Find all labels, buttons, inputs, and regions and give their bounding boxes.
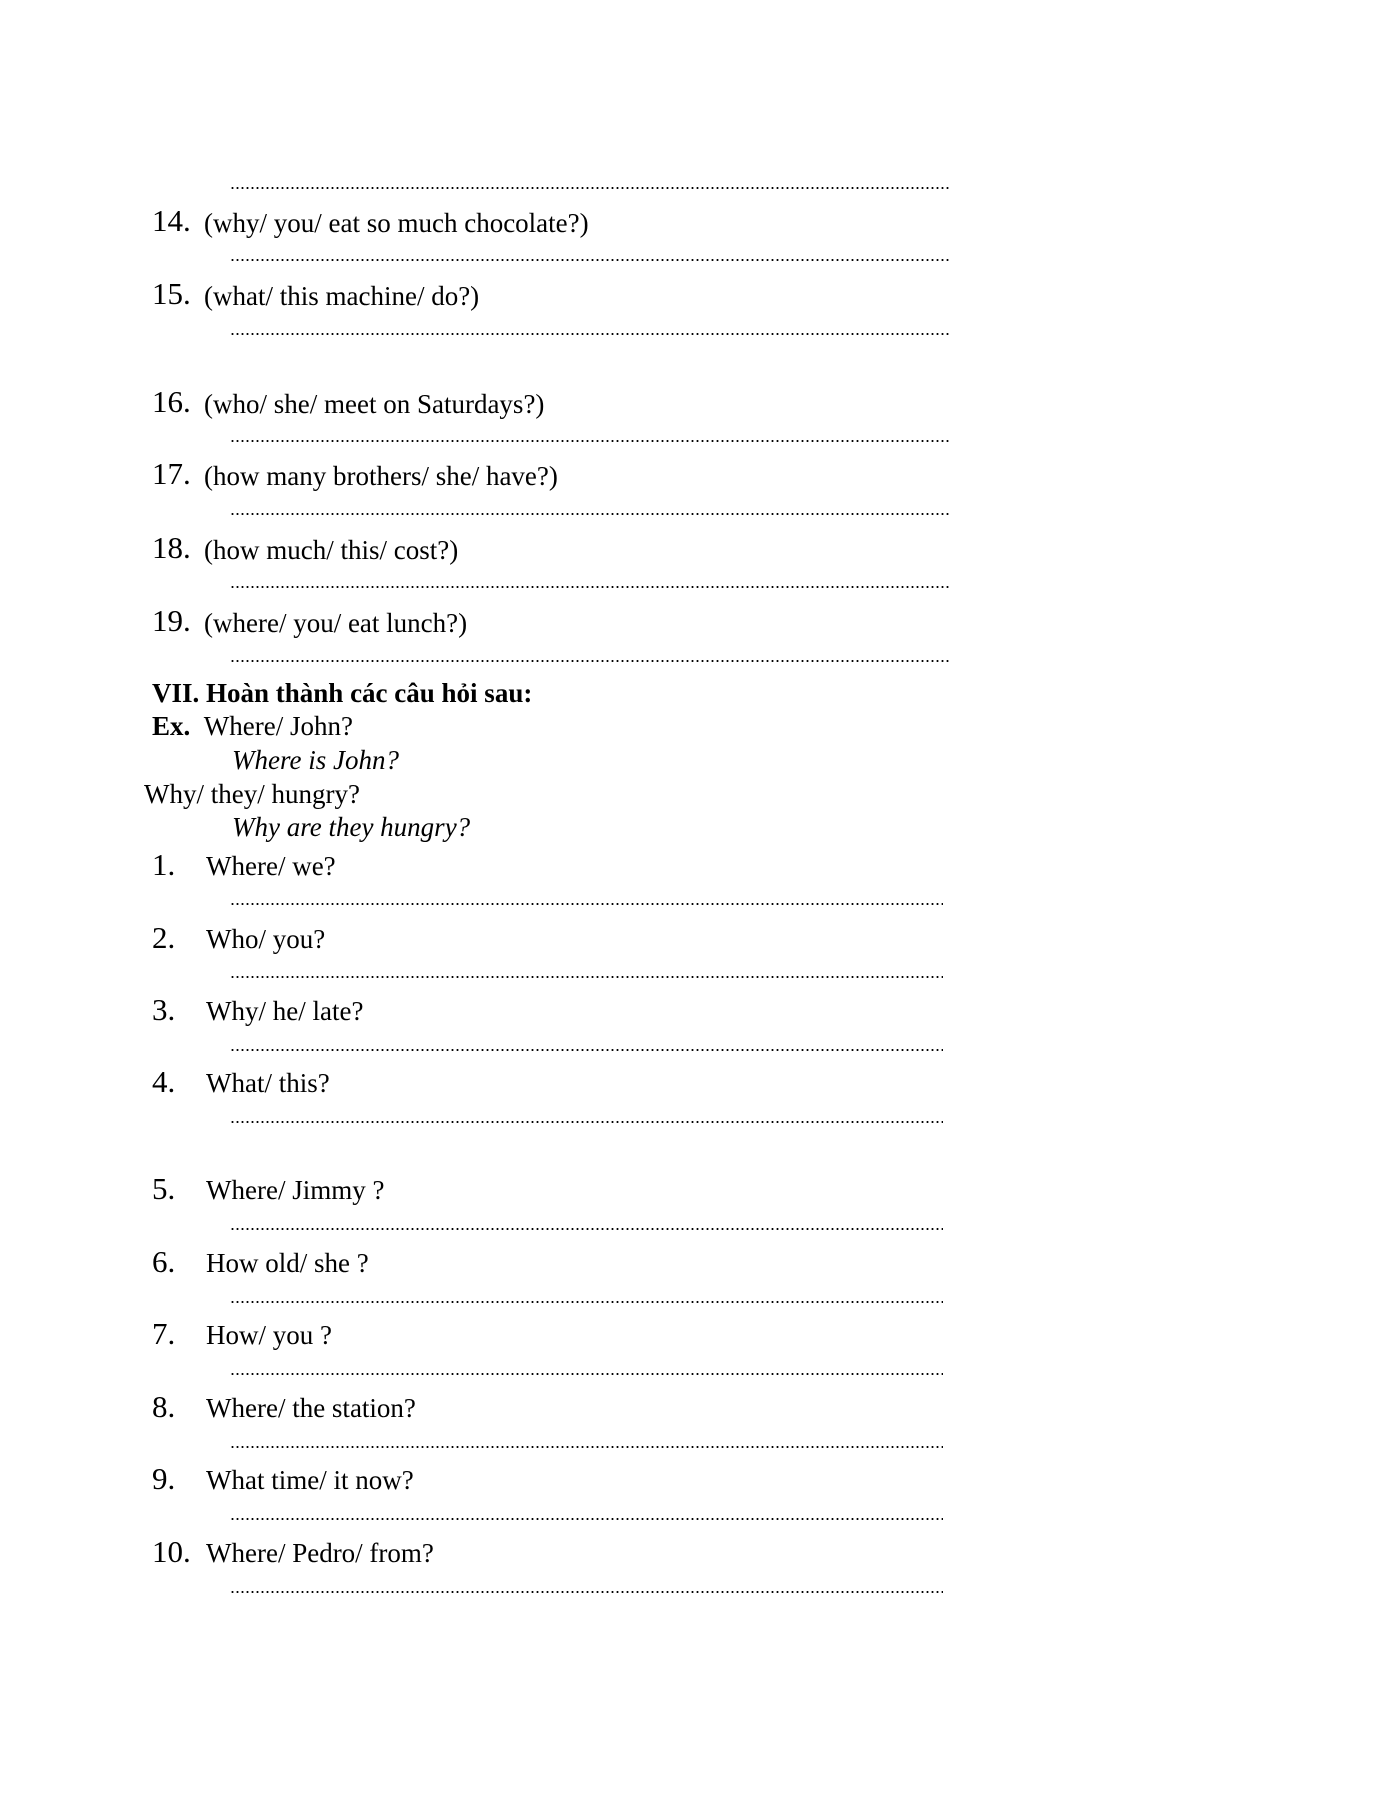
question-number: 15. xyxy=(152,276,191,311)
answer-line[interactable] xyxy=(230,976,943,978)
question-number: 17. xyxy=(152,456,191,491)
question-prompt: How/ you ? xyxy=(206,1320,332,1350)
example-answer: Where is John? xyxy=(232,745,399,775)
answer-line[interactable] xyxy=(230,1228,943,1230)
question-prompt: (where/ you/ eat lunch?) xyxy=(204,608,468,638)
question-prompt: What/ this? xyxy=(206,1068,330,1098)
question-prompt: Where/ Jimmy ? xyxy=(206,1175,385,1205)
question-number: 9. xyxy=(152,1461,176,1496)
question-number: 14. xyxy=(152,203,191,238)
question-number: 5. xyxy=(152,1171,176,1206)
question-number: 16. xyxy=(152,384,191,419)
question-prompt: Who/ you? xyxy=(206,924,326,954)
example-label: Ex. xyxy=(152,711,191,741)
question-prompt: Where/ Pedro/ from? xyxy=(206,1538,434,1568)
answer-line[interactable] xyxy=(230,187,950,189)
question-prompt: (how much/ this/ cost?) xyxy=(204,535,459,565)
question-number: 18. xyxy=(152,530,191,565)
answer-line[interactable] xyxy=(230,440,950,442)
example-prompt: Where/ John? xyxy=(203,711,353,741)
answer-line[interactable] xyxy=(230,1518,943,1520)
example-prompt: Why/ they/ hungry? xyxy=(144,779,360,809)
question-number: 8. xyxy=(152,1389,176,1424)
answer-line[interactable] xyxy=(230,1373,943,1375)
question-prompt: Where/ we? xyxy=(206,851,336,881)
question-prompt: Where/ the station? xyxy=(206,1393,416,1423)
answer-line[interactable] xyxy=(230,1591,943,1593)
answer-line[interactable] xyxy=(230,1049,943,1051)
question-number: 3. xyxy=(152,992,176,1027)
question-number: 7. xyxy=(152,1316,176,1351)
question-number: 4. xyxy=(152,1064,176,1099)
question-number: 10. xyxy=(152,1534,191,1569)
answer-line[interactable] xyxy=(230,586,950,588)
answer-line[interactable] xyxy=(230,333,950,335)
answer-line[interactable] xyxy=(230,660,950,662)
answer-line[interactable] xyxy=(230,1301,943,1303)
example-answer: Why are they hungry? xyxy=(232,812,471,842)
answer-line[interactable] xyxy=(230,903,943,905)
answer-line[interactable] xyxy=(230,1446,943,1448)
question-prompt: (what/ this machine/ do?) xyxy=(204,281,480,311)
answer-line[interactable] xyxy=(230,1121,943,1123)
answer-line[interactable] xyxy=(230,513,950,515)
question-number: 6. xyxy=(152,1244,176,1279)
question-prompt: (who/ she/ meet on Saturdays?) xyxy=(204,389,545,419)
question-prompt: What time/ it now? xyxy=(206,1465,414,1495)
example-line xyxy=(152,711,353,742)
section-heading: VII. Hoàn thành các câu hỏi sau: xyxy=(152,678,533,708)
question-prompt: (why/ you/ eat so much chocolate?) xyxy=(204,208,589,238)
question-number: 19. xyxy=(152,603,191,638)
answer-line[interactable] xyxy=(230,259,950,261)
question-number: 1. xyxy=(152,847,176,882)
question-prompt: (how many brothers/ she/ have?) xyxy=(204,461,558,491)
question-prompt: How old/ she ? xyxy=(206,1248,369,1278)
question-prompt: Why/ he/ late? xyxy=(206,996,364,1026)
question-number: 2. xyxy=(152,920,176,955)
